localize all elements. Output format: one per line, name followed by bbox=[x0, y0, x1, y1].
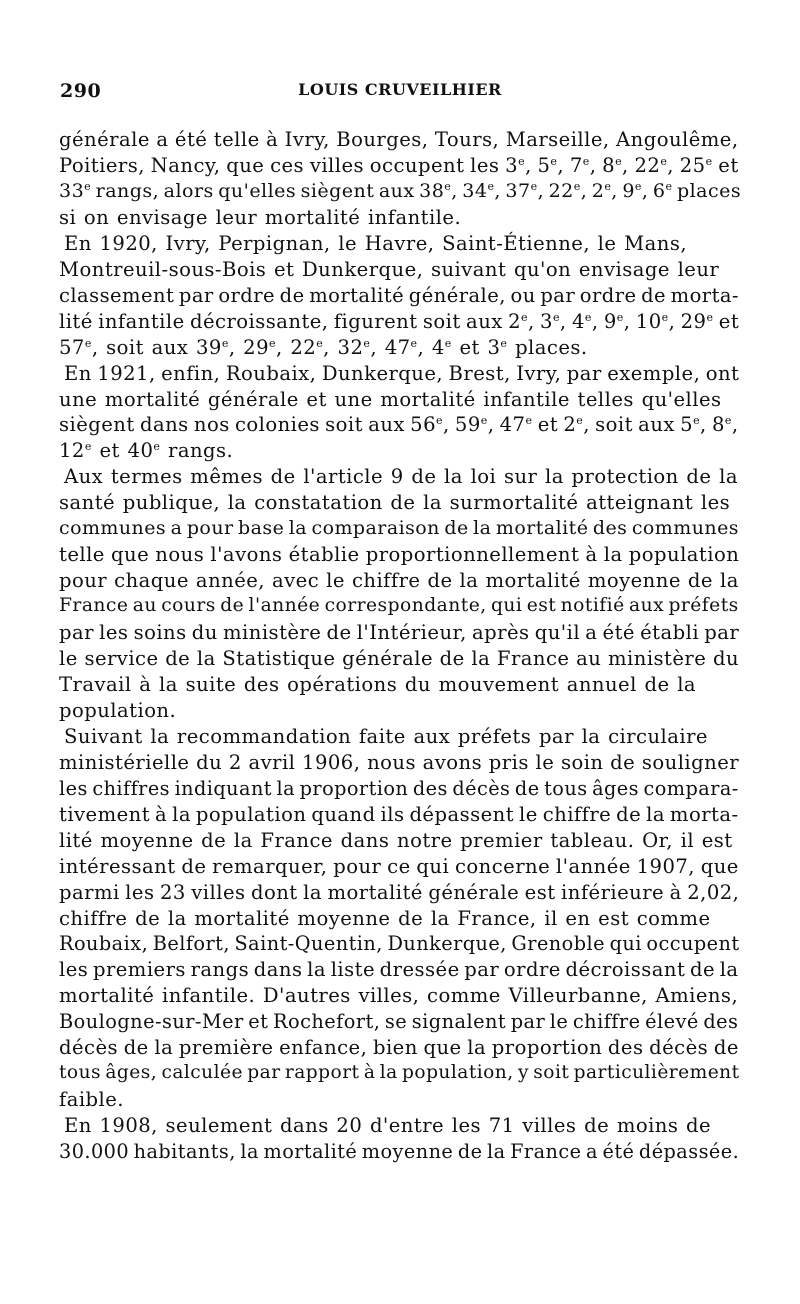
ordinal-superscript: e bbox=[521, 310, 528, 324]
text-line bbox=[59, 310, 739, 333]
text-run: faible. bbox=[59, 1088, 124, 1112]
text-run: , 25 bbox=[667, 153, 706, 177]
ordinal-superscript: e bbox=[487, 179, 495, 193]
text-run: chiffre de la mortalité moyenne de la France, il en est comme bbox=[59, 906, 711, 930]
text-run: les chiffres indiquant la proportion des décès de tous âges compara- bbox=[59, 776, 739, 800]
text-run: , 29 bbox=[668, 309, 707, 333]
text-line bbox=[59, 1088, 739, 1111]
ordinal-superscript: e bbox=[153, 440, 161, 454]
text-run: , soit aux 5 bbox=[583, 413, 694, 437]
ordinal-superscript: e bbox=[582, 154, 590, 168]
text-run: Suivant la recommandation faite aux préfets par la circulaire bbox=[64, 724, 708, 748]
text-run: , 4 bbox=[417, 335, 445, 359]
ordinal-superscript: e bbox=[693, 414, 701, 428]
text-line bbox=[59, 388, 739, 411]
text-line bbox=[59, 829, 739, 852]
text-run: , 32 bbox=[323, 335, 364, 359]
ordinal-superscript: e bbox=[552, 310, 560, 324]
text-run: le service de la Statistique générale de la France au ministère du bbox=[59, 647, 740, 670]
text-run: Boulogne-sur-Mer et Rochefort, se signalent par le chiffre élevé des bbox=[59, 1010, 739, 1034]
ordinal-superscript: e bbox=[480, 414, 488, 428]
text-line bbox=[59, 439, 739, 462]
text-line bbox=[59, 569, 739, 592]
text-run: , 22 bbox=[622, 153, 661, 177]
text-run: et 2 bbox=[532, 413, 577, 437]
ordinal-superscript: e bbox=[84, 179, 92, 193]
text-line bbox=[59, 284, 739, 307]
text-run: telle que nous l'avons établie proportionnellement à la population bbox=[59, 543, 740, 567]
text-run: 12 bbox=[59, 439, 85, 463]
text-line bbox=[59, 984, 739, 1007]
text-run: , 37 bbox=[494, 179, 531, 202]
text-run: 30.000 habitants, la mortalité moyenne de la France a été dépassée. bbox=[59, 1140, 740, 1163]
ordinal-superscript: e bbox=[444, 179, 452, 193]
text-run: mortalité infantile. D'autres villes, comme Villeurbanne, Amiens, bbox=[59, 984, 739, 1008]
ordinal-superscript: e bbox=[573, 179, 581, 193]
ordinal-superscript: e bbox=[724, 414, 732, 428]
text-run: , 22 bbox=[537, 179, 574, 202]
ordinal-superscript: e bbox=[444, 336, 452, 350]
text-run: , 6 bbox=[641, 179, 666, 202]
ordinal-superscript: e bbox=[363, 336, 371, 350]
text-line bbox=[59, 128, 739, 151]
ordinal-superscript: e bbox=[706, 310, 714, 324]
text-run: places. bbox=[507, 335, 588, 359]
ordinal-superscript: e bbox=[221, 336, 229, 350]
text-run: , 7 bbox=[557, 153, 583, 177]
ordinal-superscript: e bbox=[604, 179, 612, 193]
text-run: et 40 bbox=[91, 439, 154, 463]
text-run: Travail à la suite des opérations du mouvement annuel de la bbox=[59, 672, 697, 696]
text-run: siègent dans nos colonies soit aux 56 bbox=[59, 413, 437, 437]
ordinal-superscript: e bbox=[500, 336, 508, 350]
ordinal-superscript: e bbox=[530, 179, 538, 193]
text-line bbox=[59, 1140, 739, 1163]
ordinal-superscript: e bbox=[616, 310, 624, 324]
text-run: si on envisage leur mortalité infantile. bbox=[59, 205, 462, 229]
text-run: ministérielle du 2 avril 1906, nous avons pris le soin de souligner bbox=[59, 750, 740, 774]
text-line bbox=[59, 543, 739, 566]
text-run: tous âges, calculée par rapport à la population, y soit particulièrement bbox=[59, 1062, 740, 1084]
text-run: Montreuil-sous-Bois et Dunkerque, suivant qu'on envisage leur bbox=[59, 257, 720, 281]
text-run: France au cours de l'année correspondante, qui est notifié aux préfets bbox=[59, 595, 739, 617]
page-number: 290 bbox=[60, 80, 102, 102]
text-run: rangs. bbox=[160, 439, 234, 463]
text-run: , 2 bbox=[580, 179, 605, 202]
text-run: En 1920, Ivry, Perpignan, le Havre, Saint-Étienne, le Mans, bbox=[64, 231, 688, 255]
text-run: places bbox=[672, 179, 742, 202]
text-run: , 29 bbox=[228, 335, 270, 359]
ordinal-superscript: e bbox=[316, 336, 324, 350]
text-run: 33 bbox=[59, 179, 85, 202]
text-run: , 9 bbox=[591, 309, 617, 333]
ordinal-superscript: e bbox=[576, 414, 584, 428]
text-run: , 10 bbox=[623, 309, 662, 333]
text-line bbox=[59, 699, 739, 722]
text-line bbox=[59, 907, 739, 930]
text-run: une mortalité générale et une mortalité infantile telles qu'elles bbox=[59, 387, 722, 411]
text-run: En 1908, seulement dans 20 d'entre les 71 villes de moins de bbox=[64, 1114, 712, 1138]
text-run: , soit aux 39 bbox=[91, 335, 222, 359]
text-line bbox=[64, 362, 739, 385]
ordinal-superscript: e bbox=[84, 336, 92, 350]
text-run: santé publique, la constatation de la surmortalité atteignant les bbox=[59, 491, 731, 515]
ordinal-superscript: e bbox=[705, 154, 713, 168]
ordinal-superscript: e bbox=[665, 179, 673, 193]
text-run: intéressant de remarquer, pour ce qui concerne l'année 1907, que bbox=[59, 854, 739, 878]
text-line bbox=[59, 777, 739, 800]
text-line bbox=[59, 595, 739, 616]
text-run: population. bbox=[59, 698, 177, 722]
text-line bbox=[59, 855, 739, 878]
text-run: rangs, alors qu'elles siègent aux 38 bbox=[91, 179, 445, 202]
text-run: , 8 bbox=[589, 153, 616, 177]
text-run: décès de la première enfance, bien que la proportion des décès de bbox=[59, 1036, 739, 1060]
text-run: , 4 bbox=[559, 309, 585, 333]
ordinal-superscript: e bbox=[410, 336, 418, 350]
text-run: , 3 bbox=[528, 309, 553, 333]
text-run: , 22 bbox=[276, 335, 317, 359]
text-line bbox=[59, 491, 739, 514]
text-run: parmi les 23 villes dont la mortalité générale est inférieure à 2,02, bbox=[59, 880, 740, 904]
text-line bbox=[59, 803, 739, 826]
text-line bbox=[59, 673, 739, 696]
text-run: , 47 bbox=[370, 335, 411, 359]
text-line bbox=[59, 336, 739, 359]
text-line bbox=[59, 958, 739, 981]
text-run: , 59 bbox=[442, 413, 481, 437]
text-run: tivement à la population quand ils dépassent le chiffre de la morta- bbox=[59, 802, 739, 826]
text-run: , 47 bbox=[487, 413, 526, 437]
text-run: , 5 bbox=[525, 153, 551, 177]
ordinal-superscript: e bbox=[660, 154, 668, 168]
text-run: Aux termes mêmes de l'article 9 de la loi sur la protection de la bbox=[64, 465, 738, 489]
text-run: Poitiers, Nancy, que ces villes occupent les 3 bbox=[59, 153, 519, 177]
text-run: En 1921, enfin, Roubaix, Dunkerque, Brest, Ivry, par exemple, ont bbox=[64, 361, 740, 385]
ordinal-superscript: e bbox=[269, 336, 276, 350]
ordinal-superscript: e bbox=[615, 154, 623, 168]
text-run: les premiers rangs dans la liste dressée par ordre décroissant de la bbox=[59, 958, 739, 982]
ordinal-superscript: e bbox=[661, 310, 669, 324]
ordinal-superscript: e bbox=[584, 310, 592, 324]
ordinal-superscript: e bbox=[84, 440, 92, 454]
text-run: pour chaque année, avec le chiffre de la mortalité moyenne de la bbox=[59, 569, 739, 593]
text-run: lité moyenne de la France dans notre premier tableau. Or, il est bbox=[59, 828, 733, 852]
ordinal-superscript: e bbox=[518, 154, 526, 168]
text-line bbox=[64, 725, 739, 748]
page-header bbox=[60, 80, 740, 106]
text-run: générale a été telle à Ivry, Bourges, Tours, Marseille, Angoulême, bbox=[59, 128, 739, 151]
text-run: , 8 bbox=[700, 413, 725, 437]
text-line bbox=[59, 1062, 739, 1083]
text-line bbox=[59, 517, 739, 539]
text-line bbox=[59, 206, 739, 229]
text-run: et bbox=[712, 153, 739, 177]
ordinal-superscript: e bbox=[550, 154, 558, 168]
text-line bbox=[59, 154, 739, 177]
text-line bbox=[59, 621, 739, 644]
text-run: communes a pour base la comparaison de la mortalité des communes bbox=[59, 517, 739, 540]
text-run: par les soins du ministère de l'Intérieur, après qu'il a été établi par bbox=[59, 621, 740, 644]
ordinal-superscript: e bbox=[525, 414, 533, 428]
text-line bbox=[59, 932, 739, 955]
ordinal-superscript: e bbox=[634, 179, 642, 193]
text-line bbox=[59, 881, 739, 904]
text-run: , 34 bbox=[451, 179, 488, 202]
text-line bbox=[59, 179, 742, 202]
text-line bbox=[59, 1036, 739, 1059]
text-line bbox=[59, 751, 739, 774]
text-line bbox=[59, 258, 739, 281]
text-line bbox=[64, 232, 739, 255]
text-run: , 9 bbox=[611, 179, 635, 202]
text-run: classement par ordre de mortalité générale, ou par ordre de morta- bbox=[59, 283, 739, 307]
text-run: Roubaix, Belfort, Saint-Quentin, Dunkerque, Grenoble qui occupent bbox=[59, 932, 740, 956]
running-head: LOUIS CRUVEILHIER bbox=[298, 80, 502, 99]
text-line bbox=[59, 413, 739, 436]
text-line bbox=[64, 1114, 739, 1137]
text-run: et 3 bbox=[451, 335, 501, 359]
text-line bbox=[59, 647, 739, 670]
text-run: , bbox=[731, 413, 739, 437]
text-run: et bbox=[713, 309, 740, 333]
text-line bbox=[64, 465, 739, 488]
ordinal-superscript: e bbox=[436, 414, 443, 428]
text-line bbox=[59, 1010, 739, 1033]
text-run: lité infantile décroissante, figurent soit aux 2 bbox=[59, 309, 522, 333]
text-run: 57 bbox=[59, 335, 85, 359]
